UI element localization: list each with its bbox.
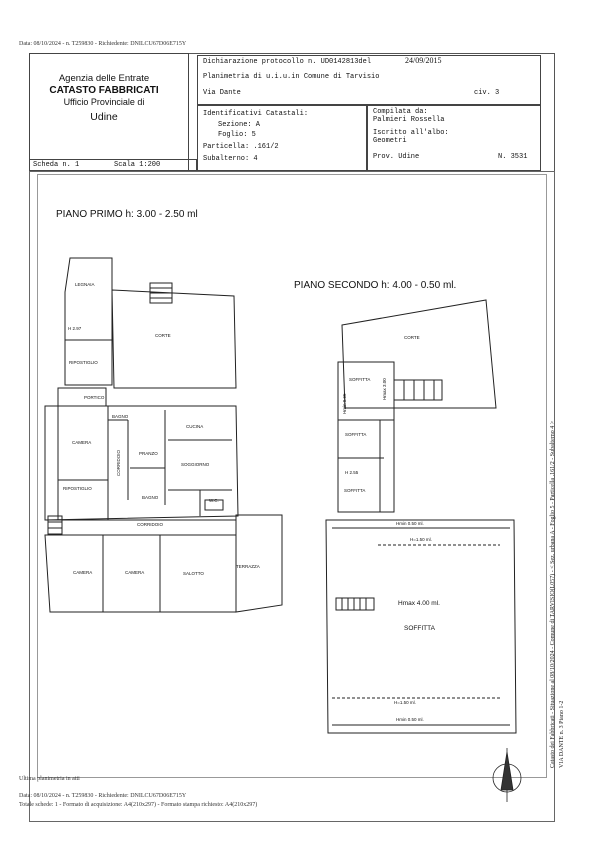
- room-corridoio-vertical: CORRIDOIO: [116, 449, 121, 476]
- room-soffitta-2: SOFFITTA: [345, 432, 367, 437]
- room-h150-bottom: H=1.50 ml.: [394, 700, 416, 705]
- room-corridoio: CORRIDOIO: [137, 522, 164, 527]
- office-city: Udine: [90, 111, 118, 123]
- compiler-name: Palmieri Rossella: [373, 116, 445, 124]
- compiled-title: Compilata da:: [373, 108, 428, 116]
- room-terrazza: TERRAZZA: [236, 564, 260, 569]
- agency-name: Agenzia delle Entrate: [58, 73, 150, 84]
- room-pranzo: PRANZO: [139, 451, 158, 456]
- room-corte-first: CORTE: [155, 333, 171, 338]
- room-bagno: BAGNO: [142, 495, 159, 500]
- planimetria-text: Planimetria di u.i.u.in Comune di Tarvisio: [203, 73, 380, 81]
- albo-value: Geometri: [373, 137, 407, 145]
- room-bagno-top: BAGNO: [112, 414, 129, 419]
- room-h255: H 2.55: [345, 470, 359, 475]
- north-arrow: [493, 748, 521, 802]
- room-corte-second: CORTE: [404, 335, 420, 340]
- foglio-text: Foglio: 5: [218, 131, 256, 139]
- room-soggiorno: SOGGIORNO: [181, 462, 210, 467]
- room-h150-top: H=1.50 ml.: [410, 537, 432, 542]
- room-camera-2: CAMERA: [73, 570, 93, 575]
- albo-label: Iscritto all'albo:: [373, 129, 449, 137]
- subalterno-text: Subalterno: 4: [203, 155, 258, 163]
- scheda-number: Scheda n. 1: [33, 161, 80, 169]
- room-hmin: Hmin 0.65: [342, 393, 347, 414]
- catasto-title: CATASTO FABBRICATI: [49, 85, 159, 96]
- room-wc: W.C.: [209, 498, 219, 503]
- protocol-text: Dichiarazione protocollo n. UD0142813del: [203, 58, 372, 66]
- room-ripostiglio: RIPOSTIGLIO: [69, 360, 98, 365]
- header-request-line: Data: 08/10/2024 - n. T259830 - Richiedente: DNILCU67D06E715Y: [19, 41, 187, 47]
- room-salotto: SALOTTO: [183, 571, 204, 576]
- first-floor-title: PIANO PRIMO h: 3.00 - 2.50 ml: [56, 209, 198, 220]
- catastal-title: Identificativi Catastali:: [203, 110, 309, 118]
- room-hmax: Hmax 3.00: [382, 378, 387, 400]
- footer-ultima: Ultima planimetria in atti: [19, 776, 80, 782]
- room-camera-3: CAMERA: [125, 570, 145, 575]
- albo-number: N. 3531: [498, 153, 528, 161]
- room-soffitta-1: SOFFITTA: [349, 377, 371, 382]
- corte-outline-second: [342, 300, 496, 408]
- office-label: Ufficio Provinciale di: [63, 97, 145, 107]
- scheda-scale: Scala 1:200: [114, 161, 161, 169]
- room-camera-1: CAMERA: [72, 440, 92, 445]
- protocol-date: 24/09/2015: [405, 56, 442, 65]
- via-text: Via Dante: [203, 89, 241, 97]
- footer-data: Data: 08/10/2024 - n. T259830 - Richiedente: DNILCU67D06E715Y: [19, 793, 187, 799]
- room-hmin-top: Hmin 0.50 ml.: [396, 521, 424, 526]
- room-legnaia: LEGNAIA: [75, 282, 95, 287]
- room-height: H 2.97: [68, 326, 82, 331]
- corte-outline-first: [112, 290, 236, 388]
- room-hmin-bottom: Hmin 0.50 ml.: [396, 717, 424, 722]
- second-floor-title: PIANO SECONDO h: 4.00 - 0.50 ml.: [294, 280, 457, 291]
- room-hmax-big: Hmax 4.00 ml.: [398, 600, 440, 607]
- room-soffitta-big: SOFFITTA: [404, 625, 435, 632]
- civ-text: civ. 3: [474, 89, 500, 97]
- legnaia-outline: [65, 258, 112, 385]
- side-text-line2: VIA DANTE n. 3 Piano 1-2: [559, 700, 565, 768]
- room-ripostiglio-2: RIPOSTIGLIO: [63, 486, 92, 491]
- room-cucina: CUCINA: [186, 424, 204, 429]
- prov-text: Prov. Udine: [373, 153, 420, 161]
- side-text-line1: Catasto dei Fabbricati - Situazione al 08/10/2024 - Comune di TARVISIO(L057) - < Sez. urbana A - Foglio 5 - Particella .161/2 - Subalterno 4 >: [550, 420, 556, 768]
- particella-text: Particella: .161/2: [203, 143, 279, 151]
- footer-schede: Totale schede: 1 - Formato di acquisizione: A4(210x297) - Formato stampa richiesto: A4(210x297): [19, 802, 258, 808]
- room-soffitta-3: SOFFITTA: [344, 488, 366, 493]
- sezione-text: Sezione: A: [218, 121, 261, 129]
- room-portico: PORTICO: [84, 395, 105, 400]
